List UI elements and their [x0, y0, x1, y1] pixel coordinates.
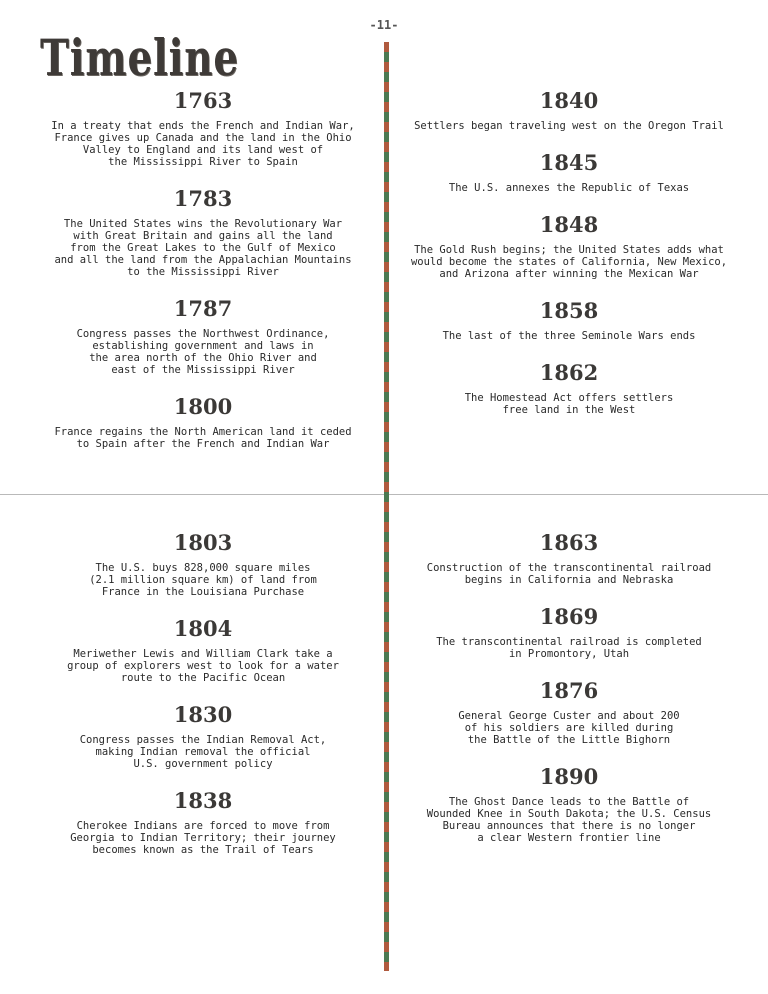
timeline-description: The Homestead Act offers settlers free land in the West — [464, 392, 674, 416]
timeline-year: 1862 — [539, 360, 599, 385]
timeline-year: 1830 — [173, 702, 233, 727]
timeline-description: The United States wins the Revolutionary War with Great Britain and gains all the land from the Great Lakes to the Gulf of Mexico and all the land from the Appalachian Mountains to the Mississippi River — [54, 218, 352, 278]
timeline-description: The transcontinental railroad is completed in Promontory, Utah — [436, 636, 702, 660]
timeline-entry — [38, 186, 368, 278]
timeline-entry — [404, 150, 734, 194]
timeline-description: The Ghost Dance leads to the Battle of Wounded Knee in South Dakota; the U.S. Census Bureau announces that there is no longer a clear Western frontier line — [426, 796, 712, 844]
timeline-year: 1804 — [173, 616, 233, 641]
timeline-description: Meriwether Lewis and William Clark take a group of explorers west to look for a water route to the Pacific Ocean — [67, 648, 339, 684]
timeline-column-top-left — [38, 88, 368, 468]
timeline-entry — [404, 360, 734, 416]
timeline-description: Cherokee Indians are forced to move from Georgia to Indian Territory; their journey becomes known as the Trail of Tears — [70, 820, 336, 856]
timeline-entry — [38, 702, 368, 770]
timeline-description: The Gold Rush begins; the United States adds what would become the states of California, New Mexico, and Arizona after winning the Mexican War — [410, 244, 728, 280]
timeline-description: Settlers began traveling west on the Oregon Trail — [414, 120, 724, 132]
timeline-year: 1848 — [539, 212, 599, 237]
timeline-year: 1858 — [539, 298, 599, 323]
timeline-entry — [38, 530, 368, 598]
timeline-entry — [404, 678, 734, 746]
timeline-entry — [404, 530, 734, 586]
timeline-year: 1890 — [539, 764, 599, 789]
timeline-description: The last of the three Seminole Wars ends — [442, 330, 696, 342]
timeline-spine — [384, 42, 389, 971]
timeline-description: General George Custer and about 200 of his soldiers are killed during the Battle of the Little Bighorn — [458, 710, 680, 746]
timeline-year: 1869 — [539, 604, 599, 629]
timeline-year: 1763 — [173, 88, 233, 113]
timeline-description: Congress passes the Northwest Ordinance, establishing government and laws in the area north of the Ohio River and east of the Mississippi River — [76, 328, 330, 376]
timeline-description: Construction of the transcontinental railroad begins in California and Nebraska — [426, 562, 712, 586]
timeline-column-bottom-left — [38, 530, 368, 874]
timeline-entry — [404, 212, 734, 280]
timeline-year: 1803 — [173, 530, 233, 555]
timeline-entry — [38, 616, 368, 684]
timeline-description: In a treaty that ends the French and Indian War, France gives up Canada and the land in the Ohio Valley to England and its land west of the Mississippi River to Spain — [51, 120, 355, 168]
timeline-entry — [38, 296, 368, 376]
timeline-year: 1783 — [173, 186, 233, 211]
timeline-year: 1800 — [173, 394, 233, 419]
page-title: Timeline — [40, 28, 239, 87]
timeline-entry — [404, 298, 734, 342]
timeline-year: 1840 — [539, 88, 599, 113]
timeline-description: Congress passes the Indian Removal Act, making Indian removal the official U.S. government policy — [79, 734, 327, 770]
timeline-column-top-right — [404, 88, 734, 434]
timeline-entry — [38, 788, 368, 856]
timeline-year: 1787 — [173, 296, 233, 321]
timeline-description: The U.S. annexes the Republic of Texas — [448, 182, 690, 194]
timeline-year: 1845 — [539, 150, 599, 175]
timeline-year: 1876 — [539, 678, 599, 703]
timeline-description: France regains the North American land it ceded to Spain after the French and Indian War — [54, 426, 352, 450]
timeline-year: 1838 — [173, 788, 233, 813]
timeline-entry — [404, 764, 734, 844]
timeline-entry — [404, 88, 734, 132]
timeline-entry — [404, 604, 734, 660]
timeline-entry — [38, 394, 368, 450]
timeline-column-bottom-right — [404, 530, 734, 862]
timeline-year: 1863 — [539, 530, 599, 555]
timeline-description: The U.S. buys 828,000 square miles (2.1 million square km) of land from France in the Louisiana Purchase — [89, 562, 317, 598]
timeline-entry — [38, 88, 368, 168]
page-number: -11- — [369, 18, 399, 32]
